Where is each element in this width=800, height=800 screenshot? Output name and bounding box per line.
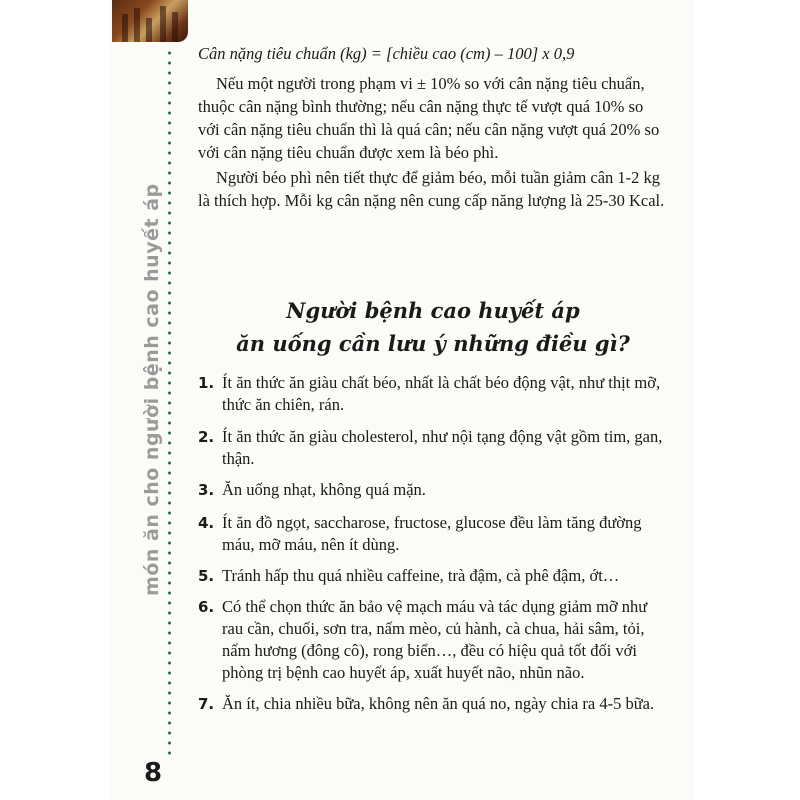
- list-item-text: Tránh hấp thu quá nhiều caffeine, trà đậm, cà phê đậm, ớt…: [222, 566, 620, 585]
- list-item-number: 5.: [198, 567, 215, 585]
- list-item-text: Ăn uống nhạt, không quá mặn.: [222, 480, 426, 499]
- list-item-text: Có thể chọn thức ăn bảo vệ mạch máu và tác dụng giảm mỡ như rau cần, chuối, sơn tra, nấm mèo, củ hành, cà chua, hải sâm, tỏi, nấm hương (đông cô), rong biển…, đều có hiệu quả tốt đối với phòng trị bệnh cao huyết áp, xuất huyết não, nhũn não.: [222, 597, 648, 682]
- list-item-number: 7.: [198, 695, 215, 713]
- heading-line-2: ăn uống cần lưu ý những điều gì?: [236, 331, 630, 356]
- paragraph-weight-loss: Người béo phì nên tiết thực để giảm béo, mỗi tuần giảm cân 1-2 kg là thích hợp. Mỗi kg cân nặng nên cung cấp năng lượng là 25-30 Kcal.: [198, 168, 665, 210]
- list-item: [198, 596, 668, 684]
- list-item-text: Ăn ít, chia nhiều bữa, không nên ăn quá no, ngày chia ra 4-5 bữa.: [222, 694, 655, 713]
- list-item: [198, 565, 668, 587]
- paragraph-normal-weight: Nếu một người trong phạm vi ± 10% so với cân nặng tiêu chuẩn, thuộc cân nặng bình thường; nếu cân nặng thực tế vượt quá 10% so với cân nặng tiêu chuẩn thì là quá cân; nếu cân nặng vượt quá 20% so với cân nặng tiêu chuẩn được xem là béo phì.: [198, 74, 660, 162]
- list-item-text: Ít ăn đồ ngọt, saccharose, fructose, glucose đều làm tăng đường máu, mỡ máu, nên ít dùng.: [222, 513, 642, 554]
- bookshelf-photo-corner: [112, 0, 188, 42]
- list-item-text: Ít ăn thức ăn giàu chất béo, nhất là chất béo động vật, như thịt mỡ, thức ăn chiên, rán.: [222, 373, 661, 414]
- list-item-number: 2.: [198, 428, 215, 446]
- list-item: [198, 693, 668, 715]
- running-side-title: món ăn cho người bệnh cao huyết áp: [141, 183, 163, 596]
- weight-formula: Cân nặng tiêu chuẩn (kg) = [chiều cao (cm) – 100] x 0,9: [198, 44, 575, 63]
- diet-advice-list: [198, 372, 668, 715]
- heading-line-1: Người bệnh cao huyết áp: [286, 298, 580, 323]
- list-item: [198, 512, 668, 556]
- dotted-margin-rule: [168, 48, 171, 760]
- list-item: [198, 372, 668, 416]
- section-heading: [198, 294, 668, 360]
- page-number: 8: [144, 758, 163, 788]
- list-item: [198, 479, 668, 501]
- list-item-text: Ít ăn thức ăn giàu cholesterol, như nội tạng động vật gồm tim, gan, thận.: [222, 427, 663, 468]
- list-item-number: 3.: [198, 481, 215, 499]
- list-item-number: 1.: [198, 374, 215, 392]
- list-item-number: 4.: [198, 514, 215, 532]
- list-item-number: 6.: [198, 598, 215, 616]
- list-item: [198, 426, 668, 470]
